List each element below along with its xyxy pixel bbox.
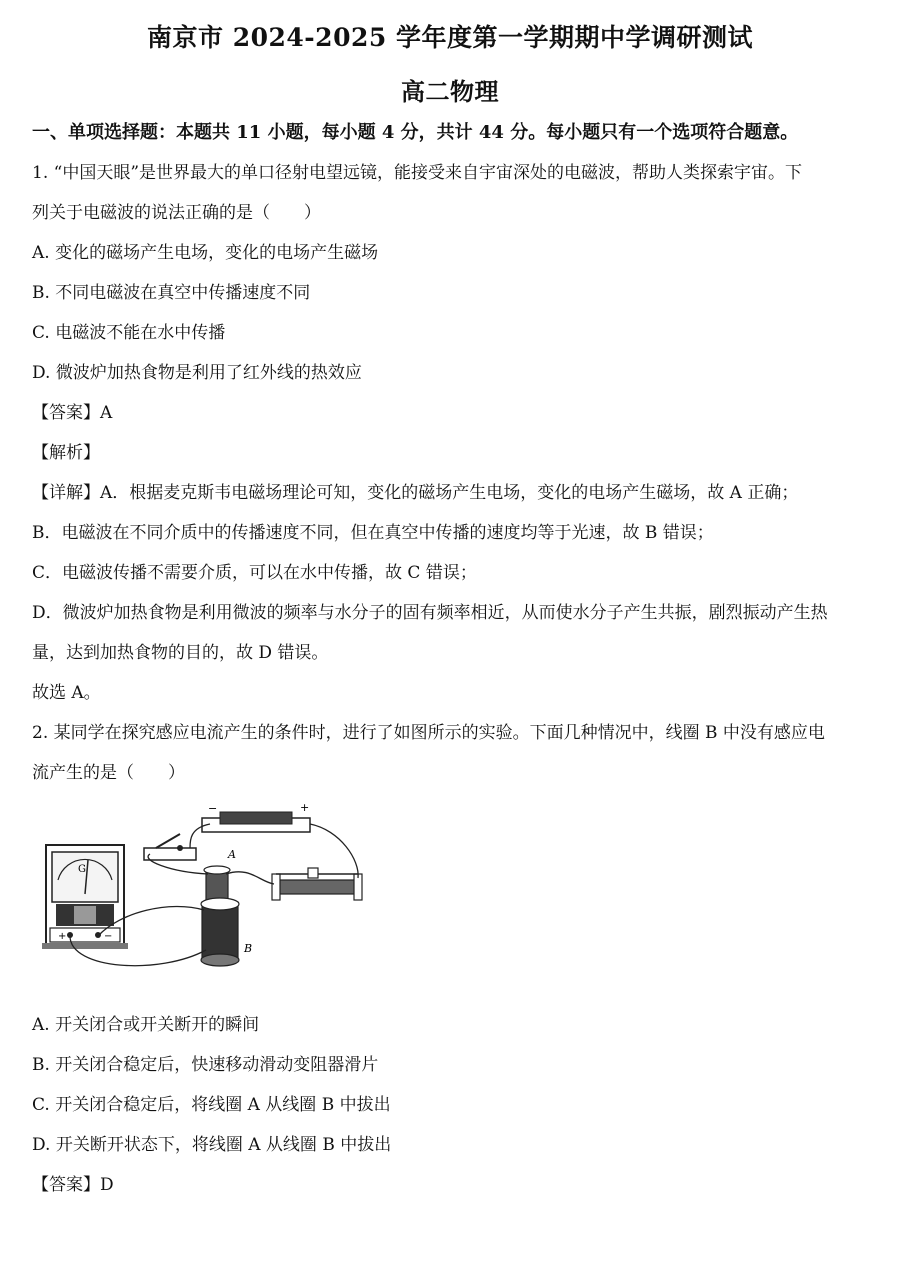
q1-stem-line2: 列关于电磁波的说法正确的是（ ） bbox=[32, 203, 321, 223]
galvanometer-label: G bbox=[78, 864, 86, 875]
coil-b-label: B bbox=[244, 942, 253, 955]
experiment-diagram bbox=[40, 800, 380, 990]
q1-detail-line2: B．电磁波在不同介质中的传播速度不同，但在真空中传播的速度均等于光速，故 B 错误； bbox=[32, 523, 714, 543]
section-heading: 一、单项选择题：本题共 11 小题，每小题 4 分，共计 44 分。每小题只有一个选项符合题意。 bbox=[32, 122, 799, 143]
q1-detail-line4: D．微波炉加热食物是利用微波的频率与水分子的固有频率相近，从而使水分子产生共振，剧烈振动产生热 bbox=[32, 603, 828, 623]
q1-answer: 【答案】A bbox=[32, 403, 113, 423]
battery bbox=[202, 801, 310, 832]
q1-option-a: A. 变化的磁场产生电场，变化的电场产生磁场 bbox=[32, 243, 379, 263]
subject-title: 高二物理 bbox=[401, 77, 499, 106]
q1-option-d: D. 微波炉加热食物是利用了红外线的热效应 bbox=[32, 363, 362, 383]
q1-option-b: B. 不同电磁波在真空中传播速度不同 bbox=[32, 283, 311, 303]
q2-stem-line2: 流产生的是（ ） bbox=[32, 763, 185, 783]
q1-stem-line1: 1. “中国天眼”是世界最大的单口径射电望远镜，能接受来自宇宙深处的电磁波，帮助人类探索宇宙。下 bbox=[32, 163, 803, 183]
q1-detail-line3: C．电磁波传播不需要介质，可以在水中传播，故 C 错误； bbox=[32, 563, 477, 583]
coil-a bbox=[204, 848, 236, 900]
rheostat bbox=[272, 868, 362, 900]
battery-plus-label: + bbox=[300, 801, 310, 814]
galvanometer bbox=[42, 845, 128, 949]
q1-conclusion: 故选 A。 bbox=[32, 683, 101, 703]
galv-plus-terminal: + bbox=[58, 931, 67, 942]
q2-stem-line1: 2. 某同学在探究感应电流产生的条件时，进行了如图所示的实验。下面几种情况中，线圈 B 中没有感应电 bbox=[32, 723, 825, 743]
q1-detail-line1: 【详解】A．根据麦克斯韦电磁场理论可知，变化的磁场产生电场，变化的电场产生磁场，故 A 正确； bbox=[32, 483, 799, 503]
coil-a-label: A bbox=[228, 848, 236, 861]
coil-b bbox=[201, 898, 252, 966]
battery-minus-label: − bbox=[208, 802, 218, 815]
q2-option-a: A. 开关闭合或开关断开的瞬间 bbox=[32, 1015, 260, 1035]
galv-minus-terminal: − bbox=[104, 931, 113, 942]
experiment-figure bbox=[40, 800, 380, 990]
q1-option-c: C. 电磁波不能在水中传播 bbox=[32, 323, 226, 343]
q1-analysis-label: 【解析】 bbox=[32, 443, 100, 463]
q1-detail-line5: 量，达到加热食物的目的，故 D 错误。 bbox=[32, 643, 329, 663]
q2-answer: 【答案】D bbox=[32, 1175, 114, 1195]
q2-option-c: C. 开关闭合稳定后，将线圈 A 从线圈 B 中拔出 bbox=[32, 1095, 391, 1115]
switch bbox=[144, 834, 196, 860]
q2-option-d: D. 开关断开状态下，将线圈 A 从线圈 B 中拔出 bbox=[32, 1135, 392, 1155]
exam-title: 南京市 2024-2025 学年度第一学期期中学调研测试 bbox=[147, 23, 753, 52]
q2-option-b: B. 开关闭合稳定后，快速移动滑动变阻器滑片 bbox=[32, 1055, 379, 1075]
